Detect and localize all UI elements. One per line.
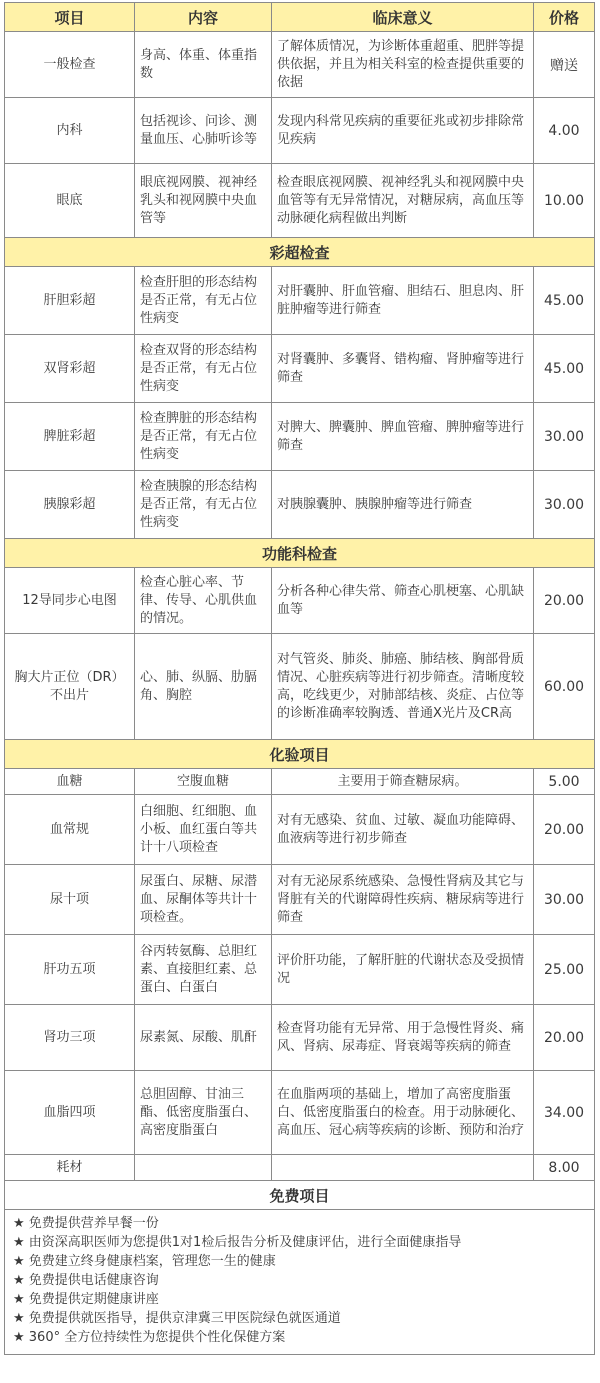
item-name: 肝胆彩超 <box>5 267 135 335</box>
list-item: ★ 免费提供就医指导，提供京津冀三甲医院绿色就医通道 <box>13 1311 341 1326</box>
section-title: 彩超检查 <box>5 238 595 267</box>
item-price: 45.00 <box>534 335 595 403</box>
table-row <box>5 1005 595 1071</box>
item-content: 检查脾脏的形态结构是否正常，有无占位性病变 <box>135 403 272 471</box>
item-meaning: 对气管炎、肺炎、肺癌、肺结核、胸部骨质情况、心脏疾病等进行初步筛查。清晰度较高，吃线更少，对肺部结核、炎症、占位等的诊断准确率较胸透、普通X光片及CR高 <box>272 634 534 740</box>
item-content: 眼底视网膜、视神经乳头和视网膜中央血管等 <box>135 164 272 238</box>
item-price: 20.00 <box>534 1005 595 1071</box>
item-meaning: 检查肾功能有无异常、用于急慢性肾炎、痛风、肾病、尿毒症、肾衰竭等疾病的筛查 <box>272 1005 534 1071</box>
list-item: ★ 360° 全方位持续性为您提供个性化保健方案 <box>13 1330 286 1345</box>
item-content: 检查心脏心率、节律、传导、心肌供血的情况。 <box>135 568 272 634</box>
item-name: 耗材 <box>5 1155 135 1181</box>
table-row <box>5 769 595 795</box>
item-meaning: 对脾大、脾囊肿、脾血管瘤、脾肿瘤等进行筛查 <box>272 403 534 471</box>
item-content: 尿素氮、尿酸、肌酐 <box>135 1005 272 1071</box>
item-name: 12导同步心电图 <box>5 568 135 634</box>
item-content: 心、肺、纵膈、肋膈角、胸腔 <box>135 634 272 740</box>
list-item: ★ 免费提供定期健康讲座 <box>13 1292 159 1307</box>
section-title: 化验项目 <box>5 740 595 769</box>
section-header-free <box>5 1181 595 1210</box>
item-price: 20.00 <box>534 795 595 865</box>
item-price: 20.00 <box>534 568 595 634</box>
table-row <box>5 634 595 740</box>
item-price: 赠送 <box>534 32 595 98</box>
item-meaning: 发现内科常见疾病的重要征兆或初步排除常见疾病 <box>272 98 534 164</box>
item-meaning: 了解体质情况，为诊断体重超重、肥胖等提供依据，并且为相关科室的检查提供重要的依据 <box>272 32 534 98</box>
list-item: ★ 免费提供营养早餐一份 <box>13 1216 159 1231</box>
item-content: 尿蛋白、尿糖、尿潜血、尿酮体等共计十项检查。 <box>135 865 272 935</box>
item-meaning: 对肾囊肿、多囊肾、错构瘤、肾肿瘤等进行筛查 <box>272 335 534 403</box>
item-name: 血脂四项 <box>5 1071 135 1155</box>
free-items-row <box>5 1210 595 1355</box>
item-meaning: 检查眼底视网膜、视神经乳头和视网膜中央血管等有无异常情况，对糖尿病，高血压等动脉硬化病程做出判断 <box>272 164 534 238</box>
section-header-lab <box>5 740 595 769</box>
table-header-row <box>5 3 595 32</box>
section-title: 功能科检查 <box>5 539 595 568</box>
section-title: 免费项目 <box>5 1181 595 1210</box>
item-content: 谷丙转氨酶、总胆红素、直接胆红素、总蛋白、白蛋白 <box>135 935 272 1005</box>
section-header-ultrasound <box>5 238 595 267</box>
item-content: 空腹血糖 <box>135 769 272 795</box>
item-content: 包括视诊、问诊、测量血压、心肺听诊等 <box>135 98 272 164</box>
list-item: ★ 免费提供电话健康咨询 <box>13 1273 159 1288</box>
table-row <box>5 471 595 539</box>
header-meaning: 临床意义 <box>272 3 534 32</box>
header-price: 价格 <box>534 3 595 32</box>
table-row <box>5 164 595 238</box>
item-content: 白细胞、红细胞、血小板、血红蛋白等共计十八项检查 <box>135 795 272 865</box>
free-items-list <box>5 1210 595 1355</box>
item-price: 30.00 <box>534 471 595 539</box>
item-meaning: 评价肝功能，了解肝脏的代谢状态及受损情况 <box>272 935 534 1005</box>
item-meaning: 对有无泌尿系统感染、急慢性肾病及其它与肾脏有关的代谢障碍性疾病、糖尿病等进行筛查 <box>272 865 534 935</box>
item-meaning: 在血脂两项的基础上，增加了高密度脂蛋白、低密度脂蛋白的检查。用于动脉硬化、高血压、冠心病等疾病的诊断、预防和治疗 <box>272 1071 534 1155</box>
table-row <box>5 98 595 164</box>
item-name: 眼底 <box>5 164 135 238</box>
header-content: 内容 <box>135 3 272 32</box>
item-price: 5.00 <box>534 769 595 795</box>
item-price: 10.00 <box>534 164 595 238</box>
item-content: 检查肝胆的形态结构是否正常，有无占位性病变 <box>135 267 272 335</box>
item-content: 总胆固醇、甘油三酯、低密度脂蛋白、高密度脂蛋白 <box>135 1071 272 1155</box>
checkup-price-table-container <box>4 2 594 1355</box>
item-price: 4.00 <box>534 98 595 164</box>
item-meaning: 对有无感染、贫血、过敏、凝血功能障碍、血液病等进行初步筛查 <box>272 795 534 865</box>
table-row <box>5 267 595 335</box>
item-meaning <box>272 1155 534 1181</box>
table-row <box>5 32 595 98</box>
table-row <box>5 1071 595 1155</box>
item-meaning: 对肝囊肿、肝血管瘤、胆结石、胆息肉、肝脏肿瘤等进行筛查 <box>272 267 534 335</box>
table-row <box>5 568 595 634</box>
item-price: 45.00 <box>534 267 595 335</box>
checkup-price-table <box>4 2 595 1355</box>
section-header-functional <box>5 539 595 568</box>
item-name: 脾脏彩超 <box>5 403 135 471</box>
item-name: 尿十项 <box>5 865 135 935</box>
table-row <box>5 865 595 935</box>
item-meaning: 对胰腺囊肿、胰腺肿瘤等进行筛查 <box>272 471 534 539</box>
item-price: 34.00 <box>534 1071 595 1155</box>
item-meaning: 分析各种心律失常、筛查心肌梗塞、心肌缺血等 <box>272 568 534 634</box>
table-row <box>5 795 595 865</box>
item-name: 胰腺彩超 <box>5 471 135 539</box>
item-price: 30.00 <box>534 865 595 935</box>
item-content: 身高、体重、体重指数 <box>135 32 272 98</box>
item-price: 60.00 <box>534 634 595 740</box>
item-name: 一般检查 <box>5 32 135 98</box>
item-content: 检查双肾的形态结构是否正常，有无占位性病变 <box>135 335 272 403</box>
item-name: 内科 <box>5 98 135 164</box>
item-name: 双肾彩超 <box>5 335 135 403</box>
item-name: 血糖 <box>5 769 135 795</box>
table-row <box>5 1155 595 1181</box>
item-name: 血常规 <box>5 795 135 865</box>
item-content <box>135 1155 272 1181</box>
item-price: 30.00 <box>534 403 595 471</box>
table-row <box>5 935 595 1005</box>
item-name: 肾功三项 <box>5 1005 135 1071</box>
table-row <box>5 403 595 471</box>
header-item: 项目 <box>5 3 135 32</box>
list-item: ★ 免费建立终身健康档案，管理您一生的健康 <box>13 1254 276 1269</box>
list-item: ★ 由资深高职医师为您提供1对1检后报告分析及健康评估，进行全面健康指导 <box>13 1235 462 1250</box>
item-name: 胸大片正位（DR）不出片 <box>5 634 135 740</box>
item-name: 肝功五项 <box>5 935 135 1005</box>
item-content: 检查胰腺的形态结构是否正常，有无占位性病变 <box>135 471 272 539</box>
item-price: 25.00 <box>534 935 595 1005</box>
item-meaning: 主要用于筛查糖尿病。 <box>272 769 534 795</box>
item-price: 8.00 <box>534 1155 595 1181</box>
table-row <box>5 335 595 403</box>
